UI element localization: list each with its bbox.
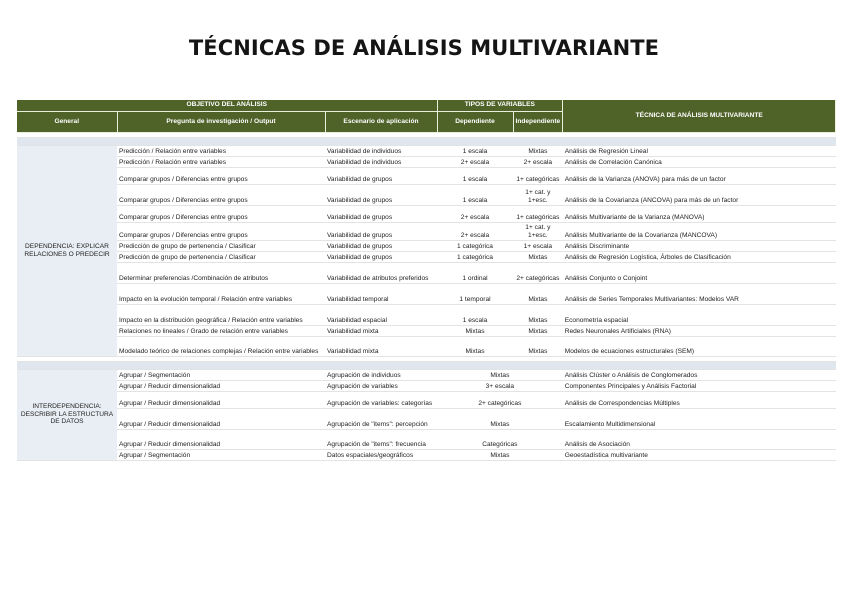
table-row xyxy=(17,222,836,240)
pregunta-cell: Comparar grupos / Diferencias entre grupos xyxy=(117,184,325,205)
header-dependiente: Dependiente xyxy=(437,111,513,132)
pregunta-cell: Predicción / Relación entre variables xyxy=(117,145,325,156)
table-row xyxy=(17,304,836,325)
dependiente-cell: 2+ escala xyxy=(437,222,513,240)
tecnica-cell: Análisis de la Varianza (ANOVA) para más de un factor xyxy=(563,167,836,184)
table-row xyxy=(17,369,836,380)
pregunta-cell: Comparar grupos / Diferencias entre grupos xyxy=(117,167,325,184)
table-row xyxy=(17,167,836,184)
table-row xyxy=(17,156,836,167)
independiente-cell: 1+ categóricas xyxy=(513,205,563,222)
tecnica-cell: Escalamiento Multidimensional xyxy=(563,408,836,429)
header-escenario: Escenario de aplicación xyxy=(325,111,437,132)
pregunta-cell: Predicción / Relación entre variables xyxy=(117,156,325,167)
independiente-cell: Mixtas xyxy=(513,145,563,156)
dependiente-cell: 1 categórica xyxy=(437,240,513,251)
independiente-cell: Mixtas xyxy=(513,325,563,336)
table-row xyxy=(17,205,836,222)
pregunta-cell: Determinar preferencias /Combinación de atributos xyxy=(117,262,325,283)
tecnica-cell: Econometría espacial xyxy=(563,304,836,325)
dependiente-cell: 2+ escala xyxy=(437,156,513,167)
pregunta-cell: Agrupar / Segmentación xyxy=(117,369,325,380)
tecnica-cell: Análisis de la Covarianza (ANCOVA) para más de un factor xyxy=(563,184,836,205)
dependencia-section xyxy=(17,132,836,356)
independiente-cell: Mixtas xyxy=(513,283,563,304)
pregunta-cell: Agrupar / Reducir dimensionalidad xyxy=(117,380,325,391)
table-row xyxy=(17,408,836,429)
escenario-cell: Agrupación de individuos xyxy=(325,369,437,380)
escenario-cell: Variabilidad de grupos xyxy=(325,205,437,222)
pregunta-cell: Modelado teórico de relaciones complejas / Relación entre variables xyxy=(117,336,325,356)
header-general: General xyxy=(17,111,117,132)
independiente-cell: Mixtas xyxy=(513,336,563,356)
pregunta-cell: Agrupar / Reducir dimensionalidad xyxy=(117,391,325,408)
table-row xyxy=(17,184,836,205)
tecnica-cell: Análisis Multivariante de la Varianza (MANOVA) xyxy=(563,205,836,222)
pregunta-cell: Comparar grupos / Diferencias entre grupos xyxy=(117,205,325,222)
page-title: TÉCNICAS DE ANÁLISIS MULTIVARIANTE xyxy=(188,36,660,60)
dependiente-cell: Mixtas xyxy=(437,325,513,336)
tipos-cell: Mixtas xyxy=(437,449,563,460)
group-interdependencia: INTERDEPENDENCIA: DESCRIBIR LA ESTRUCTURA DE DATOS xyxy=(17,369,117,460)
table-row xyxy=(17,449,836,460)
table-row xyxy=(17,262,836,283)
independiente-cell: 2+ escala xyxy=(513,156,563,167)
independiente-cell: 1+ cat. y 1+esc. xyxy=(513,184,563,205)
pregunta-cell: Predicción de grupo de pertenencia / Clasificar xyxy=(117,251,325,262)
header-pregunta: Pregunta de investigación / Output xyxy=(117,111,325,132)
dependiente-cell: 2+ escala xyxy=(437,205,513,222)
escenario-cell: Variabilidad de grupos xyxy=(325,222,437,240)
table-row xyxy=(17,145,836,156)
tecnica-cell: Análisis de Asociación xyxy=(563,429,836,449)
group-dependencia: DEPENDENCIA: EXPLICAR RELACIONES O PREDECIR xyxy=(17,145,117,356)
dependiente-cell: 1 escala xyxy=(437,167,513,184)
dependiente-cell: 1 escala xyxy=(437,145,513,156)
tecnica-cell: Análisis Multivariante de la Covarianza (MANCOVA) xyxy=(563,222,836,240)
escenario-cell: Variabilidad de grupos xyxy=(325,240,437,251)
tecnica-cell: Geoestadística multivariante xyxy=(563,449,836,460)
tecnica-cell: Modelos de ecuaciones estructurales (SEM) xyxy=(563,336,836,356)
escenario-cell: Agrupación de "items": percepción xyxy=(325,408,437,429)
independiente-cell: 1+ categóricas xyxy=(513,167,563,184)
dependiente-cell: 1 categórica xyxy=(437,251,513,262)
table-row xyxy=(17,429,836,449)
pregunta-cell: Agrupar / Reducir dimensionalidad xyxy=(117,429,325,449)
tipos-cell: 2+ categóricas xyxy=(437,391,563,408)
techniques-table xyxy=(17,100,836,461)
header-objetivo: OBJETIVO DEL ANÁLISIS xyxy=(17,100,437,111)
pregunta-cell: Relaciones no lineales / Grado de relación entre variables xyxy=(117,325,325,336)
escenario-cell: Datos espaciales/geográficos xyxy=(325,449,437,460)
tipos-cell: 3+ escala xyxy=(437,380,563,391)
tecnica-cell: Análisis Discriminante xyxy=(563,240,836,251)
tecnica-cell: Análisis de Correspondencias Múltiples xyxy=(563,391,836,408)
header-tecnica: TÉCNICA DE ANÁLISIS MULTIVARIANTE xyxy=(563,100,836,132)
table-row xyxy=(17,325,836,336)
escenario-cell: Variabilidad temporal xyxy=(325,283,437,304)
tipos-cell: Categóricas xyxy=(437,429,563,449)
escenario-cell: Agrupación de "items": frecuencia xyxy=(325,429,437,449)
escenario-cell: Variabilidad de grupos xyxy=(325,184,437,205)
independiente-cell: 1+ cat. y 1+esc. xyxy=(513,222,563,240)
independiente-cell: 2+ categóricas xyxy=(513,262,563,283)
escenario-cell: Variabilidad espacial xyxy=(325,304,437,325)
escenario-cell: Variabilidad mixta xyxy=(325,325,437,336)
pregunta-cell: Comparar grupos / Diferencias entre grupos xyxy=(117,222,325,240)
table-row xyxy=(17,380,836,391)
table-row xyxy=(17,240,836,251)
independiente-cell: Mixtas xyxy=(513,251,563,262)
table-row xyxy=(17,391,836,408)
escenario-cell: Agrupación de variables xyxy=(325,380,437,391)
tecnica-cell: Análisis de Correlación Canónica xyxy=(563,156,836,167)
tecnica-cell: Componentes Principales y Análisis Factorial xyxy=(563,380,836,391)
pregunta-cell: Agrupar / Segmentación xyxy=(117,449,325,460)
tecnica-cell: Análisis de Regresión Logística, Árboles de Clasificación xyxy=(563,251,836,262)
table-row xyxy=(17,283,836,304)
tecnica-cell: Análisis de Series Temporales Multivariantes: Modelos VAR xyxy=(563,283,836,304)
escenario-cell: Variabilidad de grupos xyxy=(325,167,437,184)
dependiente-cell: 1 escala xyxy=(437,304,513,325)
section-band xyxy=(17,137,836,145)
table-row xyxy=(17,336,836,356)
escenario-cell: Variabilidad de grupos xyxy=(325,251,437,262)
table-row xyxy=(17,251,836,262)
dependiente-cell: 1 ordinal xyxy=(437,262,513,283)
interdependencia-section xyxy=(17,356,836,460)
pregunta-cell: Impacto en la evolución temporal / Relación entre variables xyxy=(117,283,325,304)
escenario-cell: Variabilidad de atributos preferidos xyxy=(325,262,437,283)
header-tipos: TIPOS DE VARIABLES xyxy=(437,100,563,111)
dependiente-cell: 1 escala xyxy=(437,184,513,205)
tecnica-cell: Análisis de Regresión Lineal xyxy=(563,145,836,156)
independiente-cell: Mixtas xyxy=(513,304,563,325)
section-band xyxy=(17,361,836,369)
tecnica-cell: Análisis Conjunto o Conjoint xyxy=(563,262,836,283)
pregunta-cell: Predicción de grupo de pertenencia / Clasificar xyxy=(117,240,325,251)
tipos-cell: Mixtas xyxy=(437,369,563,380)
dependiente-cell: Mixtas xyxy=(437,336,513,356)
independiente-cell: 1+ escala xyxy=(513,240,563,251)
escenario-cell: Variabilidad de individuos xyxy=(325,145,437,156)
tipos-cell: Mixtas xyxy=(437,408,563,429)
pregunta-cell: Impacto en la distribución geográfica / Relación entre variables xyxy=(117,304,325,325)
escenario-cell: Variabilidad de individuos xyxy=(325,156,437,167)
tecnica-cell: Análisis Clúster o Análisis de Conglomerados xyxy=(563,369,836,380)
header-independiente: Independiente xyxy=(513,111,563,132)
escenario-cell: Variabilidad mixta xyxy=(325,336,437,356)
pregunta-cell: Agrupar / Reducir dimensionalidad xyxy=(117,408,325,429)
tecnica-cell: Redes Neuronales Artificiales (RNA) xyxy=(563,325,836,336)
escenario-cell: Agrupación de variables: categorías xyxy=(325,391,437,408)
dependiente-cell: 1 temporal xyxy=(437,283,513,304)
